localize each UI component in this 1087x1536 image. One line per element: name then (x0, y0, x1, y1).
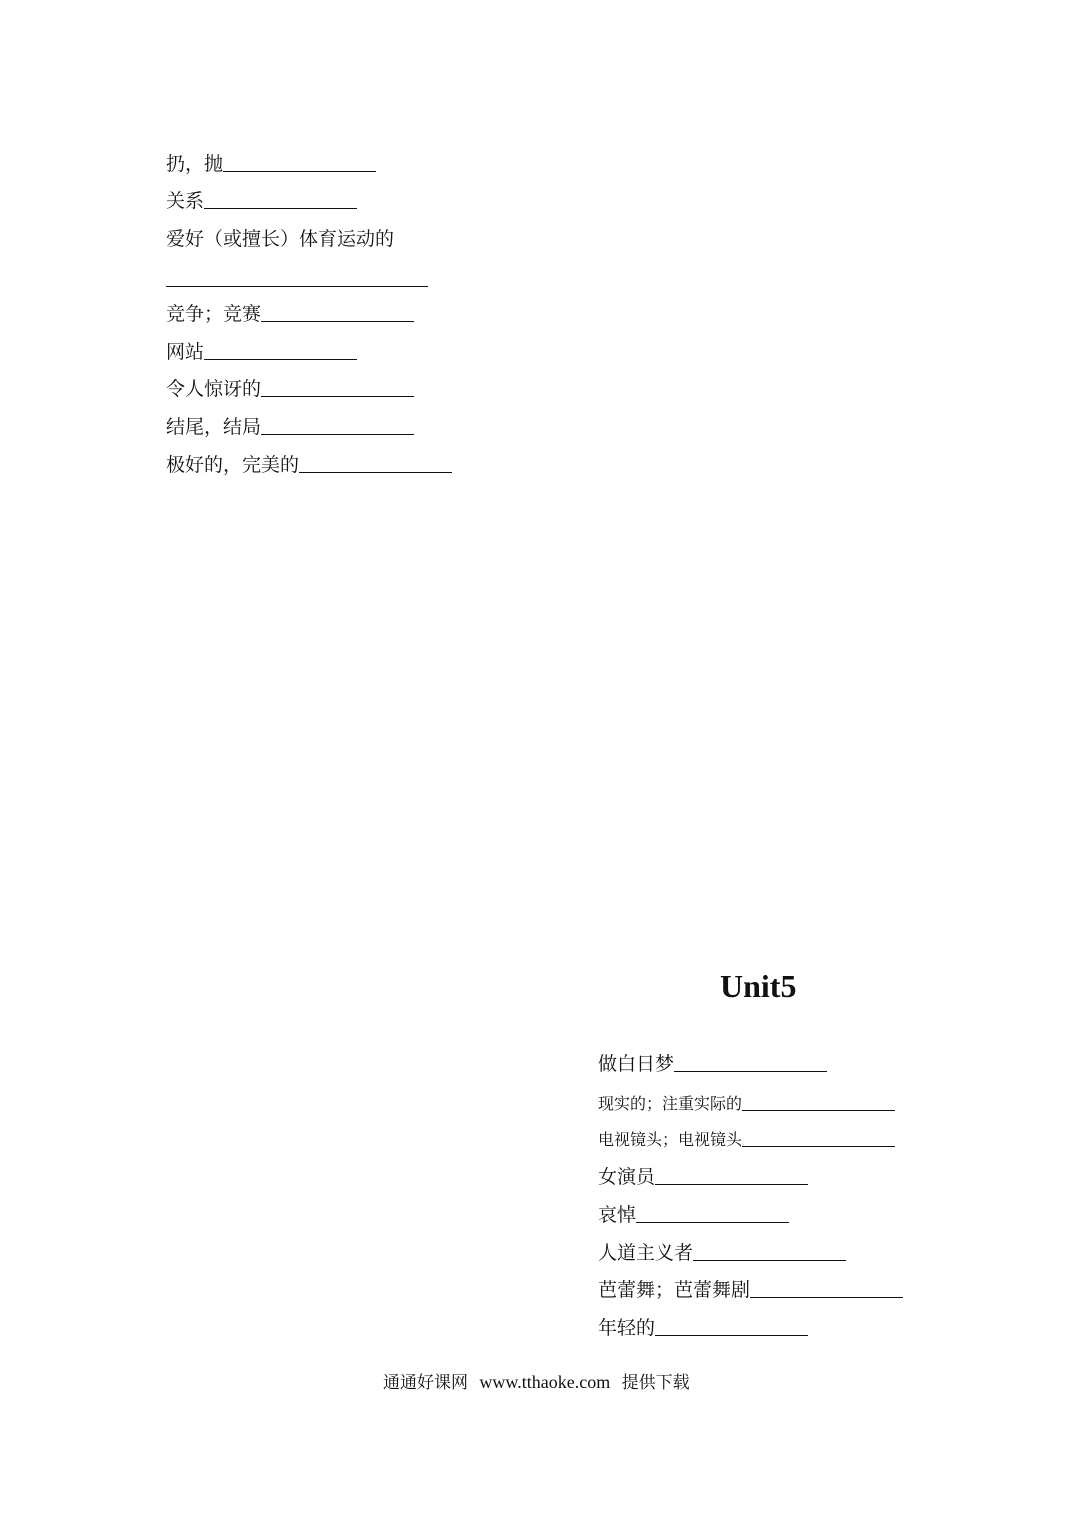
vocab-prompt: 扔，抛 (166, 153, 224, 175)
answer-blank[interactable] (636, 1221, 789, 1223)
vocab-prompt: 做白日梦 (598, 1053, 675, 1075)
answer-blank[interactable] (693, 1259, 846, 1261)
vocab-prompt: 网站 (166, 341, 205, 363)
answer-blank[interactable] (261, 320, 414, 322)
vocab-prompt: 女演员 (598, 1166, 656, 1188)
vocab-item (598, 1128, 895, 1152)
answer-blank[interactable] (750, 1296, 903, 1298)
answer-blank[interactable] (223, 170, 376, 172)
vocab-prompt: 竞争；竞赛 (166, 303, 262, 325)
answer-blank[interactable] (166, 286, 428, 287)
answer-blank[interactable] (655, 1334, 808, 1336)
vocab-item (166, 227, 394, 251)
vocab-item (598, 1316, 808, 1340)
answer-blank[interactable] (742, 1109, 895, 1111)
page-footer (383, 1370, 690, 1395)
vocab-item (598, 1165, 808, 1189)
vocab-prompt: 电视镜头；电视镜头 (598, 1130, 743, 1149)
vocab-item (598, 1241, 846, 1265)
vocab-prompt: 年轻的 (598, 1317, 656, 1339)
vocab-item (598, 1092, 895, 1116)
answer-blank[interactable] (674, 1070, 827, 1072)
vocab-prompt: 人道主义者 (598, 1242, 694, 1264)
vocab-item (166, 152, 376, 176)
footer-suffix: 提供下载 (621, 1373, 690, 1393)
vocab-prompt: 极好的，完美的 (166, 454, 300, 476)
vocab-item (598, 1052, 827, 1076)
footer-site-name: 通通好课网 (383, 1373, 468, 1393)
vocab-item (598, 1278, 903, 1302)
unit-title: Unit5 (720, 968, 797, 1004)
vocab-prompt: 关系 (166, 190, 205, 212)
vocab-item (166, 415, 414, 439)
vocab-prompt: 哀悼 (598, 1204, 637, 1226)
answer-blank[interactable] (742, 1145, 895, 1147)
answer-blank[interactable] (204, 207, 357, 209)
vocab-item (166, 377, 414, 401)
vocab-item (166, 453, 452, 477)
vocab-item (166, 302, 414, 326)
vocab-item (166, 189, 357, 213)
vocab-prompt: 芭蕾舞；芭蕾舞剧 (598, 1279, 751, 1301)
answer-blank[interactable] (655, 1183, 808, 1185)
footer-url[interactable]: www.tthaoke.com (479, 1372, 611, 1392)
vocab-prompt: 现实的；注重实际的 (598, 1094, 743, 1113)
answer-blank[interactable] (261, 433, 414, 435)
answer-blank[interactable] (204, 358, 357, 360)
answer-blank[interactable] (261, 395, 414, 397)
vocab-prompt: 爱好（或擅长）体育运动的 (166, 228, 395, 250)
vocab-item (598, 1203, 789, 1227)
answer-blank[interactable] (299, 471, 452, 473)
vocab-prompt: 令人惊讶的 (166, 378, 262, 400)
vocab-item (166, 340, 357, 364)
vocab-prompt: 结尾，结局 (166, 416, 262, 438)
